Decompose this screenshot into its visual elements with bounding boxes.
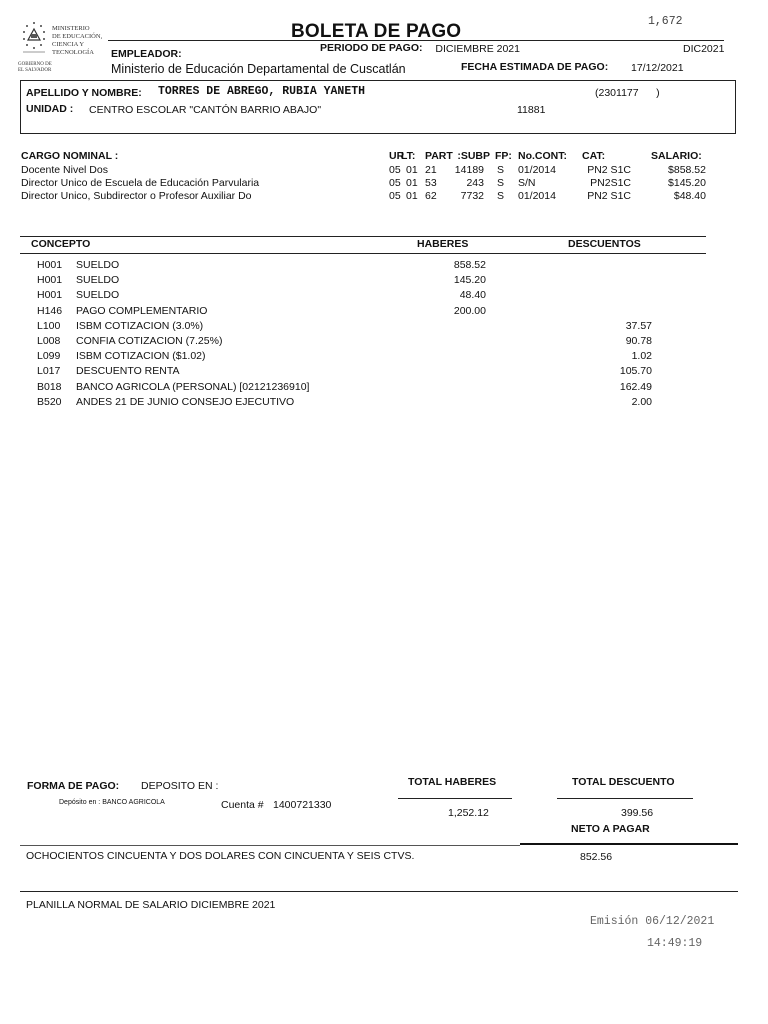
total-haberes-value: 1,252.12	[448, 807, 489, 819]
neto-rule	[20, 845, 520, 846]
concepto-desc: ISBM COTIZACION ($1.02)	[76, 350, 206, 363]
concepto-desc: SUELDO	[76, 289, 120, 302]
total-descuento-rule	[557, 798, 693, 799]
ur-header: UR	[389, 150, 405, 162]
forma-pago-label: FORMA DE PAGO:	[27, 780, 120, 792]
cargo-subp: 7732	[460, 190, 484, 202]
concepto-code: L099	[37, 350, 61, 363]
concepto-haber: 145.20	[453, 274, 486, 287]
employee-id: (2301177 )	[595, 87, 660, 99]
concepto-code: B018	[37, 380, 62, 393]
cargo-subp: 14189	[454, 164, 484, 176]
cargo-fp: S	[497, 164, 505, 176]
employee-name: TORRES DE ABREGO, RUBIA YANETH	[158, 85, 366, 98]
document-number: 1,672	[648, 15, 683, 28]
cargo-part: 62	[425, 190, 437, 202]
concepto-row	[0, 365, 768, 378]
cargo-ur: 05	[389, 164, 401, 176]
cargo-fp: S	[497, 177, 505, 189]
cargo-part: 21	[425, 164, 437, 176]
concepto-row	[0, 335, 768, 348]
cargo-cat: PN2 S1C	[587, 190, 631, 202]
cargos-header	[0, 150, 768, 163]
concepto-row	[0, 350, 768, 363]
cargo-cargo: Director Unico, Subdirector o Profesor Auxiliar Do	[21, 190, 252, 202]
cargo-part: 53	[425, 177, 437, 189]
concepto-row	[0, 305, 768, 318]
cargo-cat: PN2S1C	[590, 177, 631, 189]
concepto-descuento: 105.70	[619, 365, 652, 378]
cargo-ur: 05	[389, 177, 401, 189]
salario-header: SALARIO:	[651, 150, 702, 162]
concepto-code: L017	[37, 365, 61, 378]
logo-gov-text: GOBIERNO DE EL SALVADOR	[18, 62, 52, 73]
concepto-row	[0, 274, 768, 287]
employee-name-label: APELLIDO Y NOMBRE:	[26, 87, 142, 99]
cargo-subp: 243	[466, 177, 484, 189]
concepto-descuento: 37.57	[625, 319, 652, 332]
cargo-lt: 01	[406, 177, 418, 189]
concepto-code: H146	[37, 304, 63, 317]
concepto-desc: DESCUENTO RENTA	[76, 365, 180, 378]
cargo-nocont: 01/2014	[518, 164, 556, 176]
deposito-label: DEPOSITO EN :	[141, 780, 219, 792]
concepto-desc: BANCO AGRICOLA (PERSONAL) [02121236910]	[76, 380, 310, 393]
monto-en-letras: OCHOCIENTOS CINCUENTA Y DOS DOLARES CON CINCUENTA Y SEIS CTVS.	[26, 850, 415, 862]
concepto-haber: 858.52	[453, 259, 486, 271]
footer-rule	[20, 891, 738, 892]
concepto-row	[0, 289, 768, 302]
concepto-code: L008	[37, 335, 61, 347]
concepto-descuento: 2.00	[631, 395, 652, 408]
concepto-descuento: 162.49	[619, 380, 652, 393]
fecha-estimada-label: FECHA ESTIMADA DE PAGO:	[461, 61, 609, 73]
lt-header: LT:	[401, 150, 416, 162]
cargo-cat: PN2 S1C	[587, 164, 631, 176]
subp-header: SUBP:	[457, 150, 490, 162]
concepto-row	[0, 259, 768, 272]
concepto-desc: SUELDO	[76, 274, 120, 287]
part-header: PART	[425, 150, 453, 162]
concepto-desc: PAGO COMPLEMENTARIO	[76, 304, 208, 317]
neto-rule-heavy	[520, 843, 738, 845]
neto-value: 852.56	[580, 851, 613, 863]
concepto-desc: ANDES 21 DE JUNIO CONSEJO EJECUTIVO	[76, 395, 295, 408]
cargo-fp: S	[497, 190, 505, 202]
cargo-row	[0, 177, 768, 190]
cargo-cargo: Docente Nivel Dos	[21, 164, 108, 176]
total-haberes-label: TOTAL HABERES	[408, 776, 497, 788]
concepto-row	[0, 381, 768, 394]
cargo-header: CARGO NOMINAL :	[21, 150, 119, 162]
deposito-bank: Depósito en : BANCO AGRICOLA	[59, 799, 165, 806]
ministry-logo	[18, 18, 104, 78]
emision-hora: 14:49:19	[647, 937, 703, 950]
cargo-nocont: S/N	[518, 177, 536, 189]
concepto-haber: 200.00	[453, 304, 486, 317]
fp-header: FP:	[495, 150, 512, 162]
cargo-row	[0, 190, 768, 203]
national-seal-icon	[21, 20, 47, 54]
concepto-haber: 48.40	[459, 289, 486, 302]
empleador-value: Ministerio de Educación Departamental de Cuscatlán	[111, 62, 406, 76]
concepto-desc: CONFIA COTIZACION (7.25%)	[76, 335, 223, 347]
cargo-salario: $858.52	[668, 164, 706, 176]
document-title: BOLETA DE PAGO	[291, 21, 462, 42]
fecha-estimada-value: 17/12/2021	[631, 62, 684, 74]
cargo-salario: $48.40	[673, 190, 706, 202]
concepto-code: L100	[37, 319, 61, 332]
cuenta-value: 1400721330	[273, 799, 332, 811]
concepto-descuento: 1.02	[631, 350, 652, 363]
concepto-header: CONCEPTO	[31, 238, 91, 250]
haberes-header: HABERES	[417, 238, 469, 250]
concepto-row	[0, 320, 768, 333]
header-rule	[108, 40, 724, 41]
concepto-row	[0, 396, 768, 409]
total-haberes-rule	[398, 798, 512, 799]
periodo-label: PERIODO DE PAGO:	[320, 42, 423, 54]
concepto-code: H001	[37, 289, 63, 302]
concepto-desc: SUELDO	[76, 259, 120, 271]
conceptos-bottom-rule	[20, 253, 706, 254]
planilla-text: PLANILLA NORMAL DE SALARIO DICIEMBRE 2021	[26, 899, 276, 911]
emision-fecha: Emisión 06/12/2021	[590, 915, 715, 928]
nocont-header: No.CONT:	[518, 150, 567, 162]
descuentos-header: DESCUENTOS	[568, 238, 641, 250]
cargo-ur: 05	[389, 190, 401, 202]
concepto-descuento: 90.78	[625, 335, 652, 347]
cargo-row	[0, 164, 768, 177]
periodo-value: DICIEMBRE 2021	[435, 43, 520, 55]
cargo-salario: $145.20	[668, 177, 706, 189]
concepto-code: H001	[37, 259, 63, 271]
empleador-label: EMPLEADOR:	[111, 48, 182, 60]
concepto-code: B520	[37, 395, 62, 408]
conceptos-top-rule	[20, 236, 706, 237]
logo-text: MINISTERIO DE EDUCACIÓN, CIENCIA Y TECNOLOGÍA	[52, 25, 103, 56]
cuenta-label: Cuenta #	[221, 799, 264, 811]
unidad-code: 11881	[517, 104, 546, 116]
cargo-lt: 01	[406, 164, 418, 176]
concepto-desc: ISBM COTIZACION (3.0%)	[76, 319, 204, 332]
unidad-label: UNIDAD :	[26, 103, 74, 115]
unidad-value: CENTRO ESCOLAR "CANTÓN BARRIO ABAJO"	[89, 104, 322, 116]
cargo-nocont: 01/2014	[518, 190, 556, 202]
cargo-cargo: Director Unico de Escuela de Educación Parvularia	[21, 177, 260, 189]
total-descuento-value: 399.56	[621, 807, 654, 819]
total-descuento-label: TOTAL DESCUENTO	[572, 776, 675, 788]
periodo-code: DIC2021	[683, 43, 725, 55]
cargo-lt: 01	[406, 190, 418, 202]
cat-header: CAT:	[582, 150, 606, 162]
neto-label: NETO A PAGAR	[571, 823, 650, 835]
concepto-code: H001	[37, 274, 63, 287]
